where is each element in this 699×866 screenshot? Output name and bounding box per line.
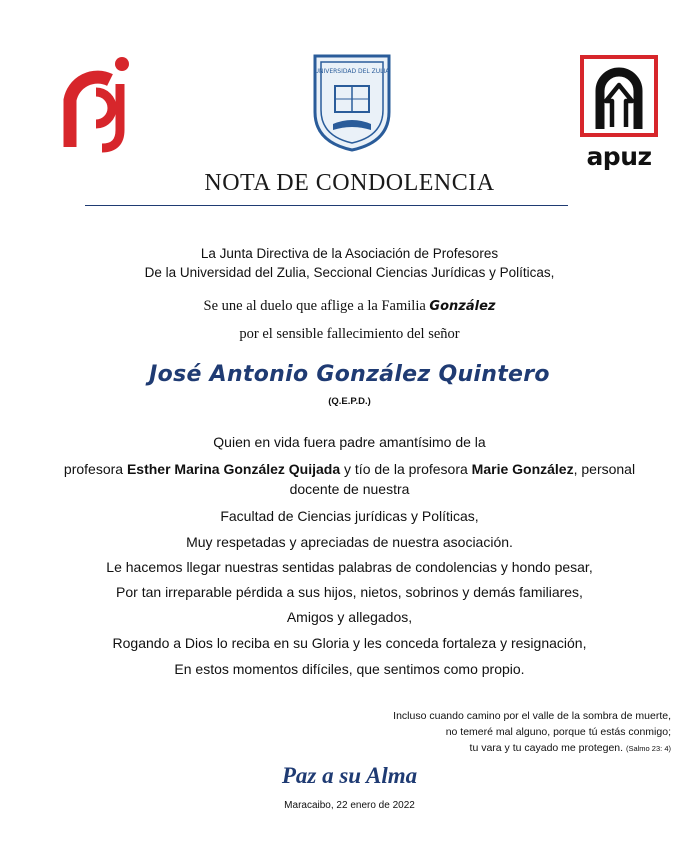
bible-verse [251,708,671,757]
body-line-1: Quien en vida fuera padre amantísimo de la [213,434,486,450]
apuz-logo-label: apuz [586,142,652,171]
verse-line-3-wrap [251,740,671,757]
professor-name-2: Marie González [471,461,574,477]
body-line-5: Muy respetadas y apreciadas de nuestra asociación. [186,534,513,550]
body-line-2-a: profesora [63,461,127,477]
body-line-7: Por tan irreparable pérdida a sus hijos, nietos, sobrinos y demás familiares, [116,584,583,600]
rpj-logo-dot [115,57,129,71]
intro-duel-line [0,298,699,315]
intro-line-2: De la Universidad del Zulia, Seccional Ciencias Jurídicas y Políticas, [144,265,555,280]
intro-line-4: por el sensible fallecimiento del señor [239,326,460,342]
family-name: González [429,299,496,314]
intro-duel-prefix: Se une al duelo que aflige a la Familia [203,298,426,314]
rpj-logo [50,52,136,156]
page-title: NOTA DE CONDOLENCIA [204,170,495,196]
professor-name-1: Esther Marina González Quijada [126,461,341,477]
university-seal-logo [311,52,393,152]
qepd-label: (Q.E.P.D.) [328,396,371,407]
body-line-2 [0,460,699,478]
deceased-name: José Antonio González Quintero [149,362,550,387]
body-line-10: En estos momentos difíciles, que sentimos como propio. [174,661,525,677]
body-line-2-b: y tío de la profesora [340,461,472,477]
rpj-logo-r-shape [70,77,110,147]
apuz-logo [580,55,658,137]
verse-reference: (Salmo 23: 4) [625,744,671,753]
body-line-9: Rogando a Dios lo reciba en su Gloria y les conceda fortaleza y resignación, [112,635,587,651]
seal-text: UNIVERSIDAD DEL ZULIA [314,68,390,75]
body-line-3: docente de nuestra [289,481,410,497]
verse-line-3: tu vara y tu cayado me protegen. [469,742,624,754]
body-line-6: Le hacemos llegar nuestras sentidas palabras de condolencias y hondo pesar, [106,559,593,575]
rpj-logo-p-shape [96,92,112,124]
intro-line-1: La Junta Directiva de la Asociación de Profesores [200,246,499,261]
date-text: Maracaibo, 22 enero de 2022 [284,800,415,811]
body-line-2-c: , personal [573,461,636,477]
body-line-8: Amigos y allegados, [286,609,413,625]
verse-line-2: no temeré mal alguno, porque tú estás conmigo; [445,726,671,738]
farewell-text: Paz a su Alma [281,763,418,788]
body-line-4: Facultad de Ciencias jurídicas y Políticas, [220,508,479,524]
verse-line-1: Incluso cuando camino por el valle de la sombra de muerte, [393,710,671,722]
title-divider [85,205,568,206]
